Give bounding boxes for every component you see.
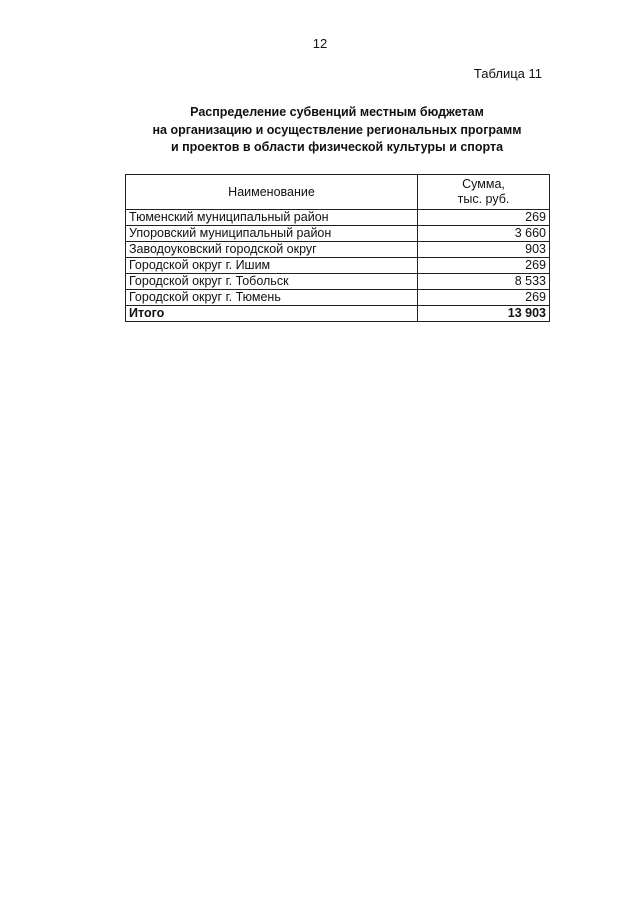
header-sum [418, 175, 550, 210]
table-row [126, 226, 550, 242]
table-header-row [126, 175, 550, 210]
header-name: Наименование [126, 175, 418, 210]
row-sum: 8 533 [418, 274, 550, 290]
row-sum: 269 [418, 258, 550, 274]
row-sum: 269 [418, 210, 550, 226]
row-sum: 903 [418, 242, 550, 258]
table-row [126, 258, 550, 274]
page-number: 12 [312, 36, 328, 51]
table-row [126, 274, 550, 290]
header-sum-line-2: тыс. руб. [457, 192, 510, 206]
row-sum: 3 660 [418, 226, 550, 242]
title-line-1: Распределение субвенций местным бюджетам [190, 105, 484, 119]
row-name: Городской округ г. Тюмень [126, 290, 418, 306]
title-line-3: и проектов в области физической культуры и спорта [170, 140, 504, 154]
row-name: Тюменский муниципальный район [126, 210, 418, 226]
row-name: Упоровский муниципальный район [126, 226, 418, 242]
table-total-row [126, 306, 550, 322]
table-row [126, 290, 550, 306]
row-name: Городской округ г. Тобольск [126, 274, 418, 290]
header-sum-line-1: Сумма, [462, 177, 505, 191]
document-title [0, 104, 640, 157]
row-name: Городской округ г. Ишим [126, 258, 418, 274]
row-sum: 269 [418, 290, 550, 306]
total-sum: 13 903 [418, 306, 550, 322]
subventions-table [125, 174, 550, 322]
row-name: Заводоуковский городской округ [126, 242, 418, 258]
title-line-2: на организацию и осуществление региональных программ [152, 122, 522, 137]
total-name: Итого [126, 306, 418, 322]
table-row [126, 242, 550, 258]
table-row [126, 210, 550, 226]
table-label: Таблица 11 [473, 66, 542, 81]
